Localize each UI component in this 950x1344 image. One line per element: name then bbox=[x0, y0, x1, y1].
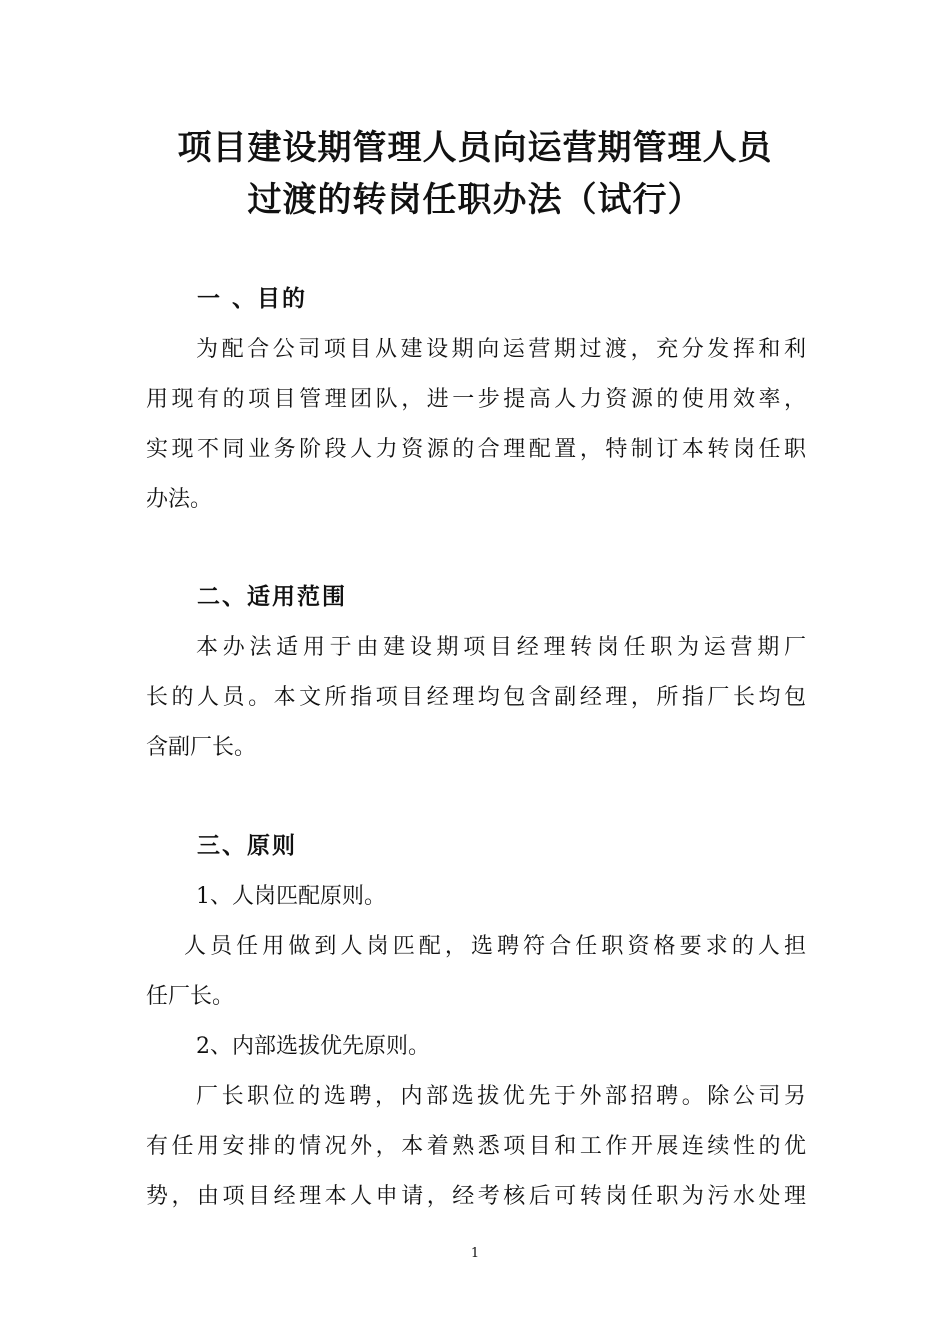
section2-paragraph bbox=[146, 623, 806, 773]
section3-item2-title-block bbox=[146, 1022, 806, 1072]
page-number: 1 bbox=[470, 1246, 480, 1261]
section3-item1-line-1: 人员任用做到人岗匹配，选聘符合任职资格要求的人担 bbox=[184, 934, 806, 959]
section3-item2-line-2: 有任用安排的情况外，本着熟悉项目和工作开展连续性的优 bbox=[146, 1134, 806, 1159]
section1-line-3: 实现不同业务阶段人力资源的合理配置，特制订本转岗任职 bbox=[146, 437, 806, 462]
section3-item1-line-2: 任厂长。 bbox=[146, 984, 235, 1009]
section3-item2-title: 2、内部选拔优先原则。 bbox=[196, 1034, 430, 1059]
section1-line-4: 办法。 bbox=[146, 487, 213, 512]
section2-line-1: 本办法适用于由建设期项目经理转岗任职为运营期厂 bbox=[196, 635, 806, 660]
section1-line-1: 为配合公司项目从建设期向运营期过渡，充分发挥和利 bbox=[196, 337, 806, 362]
document-title-line2: 过渡的转岗任职办法（试行） bbox=[247, 180, 703, 220]
section2-line-3: 含副厂长。 bbox=[146, 735, 257, 760]
section3-item2-paragraph bbox=[146, 1072, 806, 1222]
document-title-line1: 项目建设期管理人员向运营期管理人员 bbox=[177, 128, 773, 168]
section3-item2-line-1: 厂长职位的选聘，内部选拔优先于外部招聘。除公司另 bbox=[196, 1084, 806, 1109]
section3-heading: 三、原则 bbox=[197, 833, 297, 859]
section2-heading: 二、适用范围 bbox=[197, 584, 347, 610]
section2-line-2: 长的人员。本文所指项目经理均包含副经理，所指厂长均包 bbox=[146, 685, 806, 710]
section1-heading: 一 、目的 bbox=[197, 286, 308, 312]
section3-item1-paragraph bbox=[146, 922, 806, 1022]
section1-paragraph bbox=[146, 325, 806, 525]
section1-line-2: 用现有的项目管理团队，进一步提高人力资源的使用效率， bbox=[146, 387, 806, 412]
section3-item2-line-3: 势，由项目经理本人申请，经考核后可转岗任职为污水处理 bbox=[146, 1184, 806, 1209]
section3-item1-title-block bbox=[146, 872, 806, 922]
section3-item1-title: 1、人岗匹配原则。 bbox=[196, 884, 386, 909]
